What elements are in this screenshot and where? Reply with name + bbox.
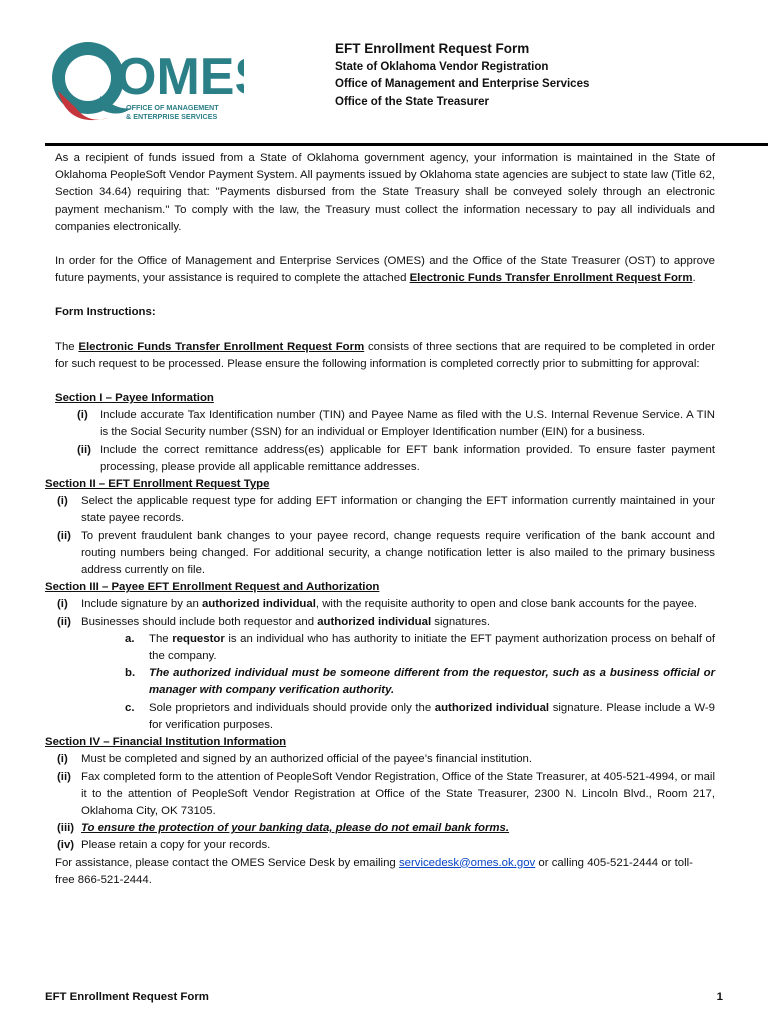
section-3-item bbox=[45, 614, 715, 631]
section-2-title: Section II – EFT Enrollment Request Type bbox=[45, 478, 270, 491]
section-3-item bbox=[45, 596, 715, 613]
intro-p2-end: . bbox=[692, 272, 696, 285]
logo-line1: OFFICE OF MANAGEMENT bbox=[126, 103, 219, 112]
section-3-subitem bbox=[125, 665, 715, 699]
instructions-pre: The bbox=[55, 340, 79, 353]
text-run: Businesses should include both requestor and bbox=[81, 615, 318, 628]
footer-title: EFT Enrollment Request Form bbox=[45, 991, 209, 1003]
item-text: To ensure the protection of your banking data, please do not email bank forms. bbox=[81, 822, 510, 835]
text-run: For assistance, please contact the OMES Service Desk by emailing bbox=[55, 856, 399, 869]
item-number: (iii) bbox=[57, 822, 75, 835]
section-4-title: Section IV – Financial Institution Information bbox=[45, 736, 287, 749]
header-line-treasurer: Office of the State Treasurer bbox=[335, 95, 490, 108]
section-2-item bbox=[45, 493, 715, 527]
header-line-vendor: State of Oklahoma Vendor Registration bbox=[335, 60, 549, 73]
text-run: The bbox=[149, 632, 173, 645]
item-text bbox=[149, 631, 715, 665]
item-number: (iv) bbox=[57, 839, 75, 852]
section-2-item bbox=[45, 528, 715, 580]
intro-p2-text: In order for the Office of Management and Enterprise Services (OMES) and the Office of the State Treasurer (OST) to approve future payments, your assistance is required to complete the attached bbox=[55, 255, 715, 285]
page-footer bbox=[45, 991, 723, 1003]
section-4-item bbox=[45, 769, 715, 821]
item-text: Select the applicable request type for adding EFT information or changing the EFT information currently maintained in your state payee records. bbox=[81, 495, 715, 525]
logo-line2: & ENTERPRISE SERVICES bbox=[126, 112, 218, 121]
document-title: EFT Enrollment Request Form bbox=[335, 41, 530, 56]
section-3-title: Section III – Payee EFT Enrollment Request and Authorization bbox=[45, 581, 380, 594]
intro-paragraph-1: As a recipient of funds issued from a State of Oklahoma government agency, your information is maintained in the State of Oklahoma PeopleSoft Vendor Payment System. All payments issued by Oklahoma state agencies are subject to state law (Title 62, Section 34.64) requiring that: "Payments disbursed from the State Treasury shall be conveyed solely through an electronic payment mechanism." To comply with the law, the Treasury must collect the information necessary to pay all individuals and companies electronically. bbox=[55, 152, 715, 233]
header-line-omes: Office of Management and Enterprise Services bbox=[335, 78, 590, 90]
instructions-post: consists of three sections that are required to be completed in order for such request to be processed. Please ensure the following information is completed correctly prior to submitting for approval: bbox=[55, 340, 715, 370]
item-number: (i) bbox=[57, 753, 68, 766]
text-run: signatures. bbox=[431, 615, 491, 628]
section-1-item bbox=[77, 407, 715, 441]
document-header bbox=[335, 40, 589, 111]
section-1-item bbox=[77, 442, 715, 476]
instructions-paragraph bbox=[55, 339, 715, 373]
text-run: signature. Please include a W-9 for verification purposes. bbox=[149, 701, 715, 731]
bold-run: authorized individual bbox=[201, 598, 316, 611]
item-letter: c. bbox=[125, 701, 135, 714]
item-number: (ii) bbox=[57, 770, 71, 783]
section-4-item bbox=[45, 837, 715, 854]
item-number: (ii) bbox=[77, 443, 91, 456]
item-text: Please retain a copy for your records. bbox=[81, 839, 271, 852]
item-text: To prevent fraudulent bank changes to your payee record, change requests require verification of the bank account and routing numbers being changed. For additional security, a change notification letter is also mailed to the primary business address currently on file. bbox=[81, 529, 715, 577]
item-text: Include accurate Tax Identification number (TIN) and Payee Name as filed with the U.S. Internal Revenue Service. A TIN is the Social Security number (SSN) for an individual or Employer Identification number (EIN) for a business. bbox=[100, 409, 715, 439]
document-body bbox=[45, 150, 715, 889]
item-number: (ii) bbox=[57, 529, 71, 542]
item-text: Fax completed form to the attention of PeopleSoft Vendor Registration, Office of the State Treasurer, at 405-521-4994, or mail it to the attention of PeopleSoft Vendor Registration at Office of the State Treasurer, 2300 N. Lincoln Blvd., Room 217, Oklahoma City, OK 73105. bbox=[81, 770, 715, 817]
section-4-item bbox=[45, 820, 715, 837]
logo-wordmark: OME bbox=[116, 48, 235, 106]
section-3-subitem bbox=[125, 631, 715, 665]
text-run: Include signature by an bbox=[81, 598, 202, 611]
item-text bbox=[149, 700, 715, 734]
service-desk-email-link[interactable]: servicedesk@omes.ok.gov bbox=[398, 856, 536, 869]
section-3-subitem bbox=[125, 700, 715, 734]
item-text: Must be completed and signed by an authorized official of the payee’s financial institution. bbox=[81, 753, 533, 766]
item-number: (i) bbox=[77, 409, 88, 422]
item-text: Include the correct remittance address(es) applicable for EFT bank information provided. To ensure faster payment processing, please provide all applicable remittance addresses. bbox=[100, 443, 715, 473]
omes-logo bbox=[48, 36, 244, 136]
item-letter: a. bbox=[125, 632, 135, 645]
item-text bbox=[81, 614, 715, 631]
text-run: Sole proprietors and individuals should provide only the bbox=[149, 701, 435, 714]
omes-logo-icon bbox=[48, 36, 244, 136]
instructions-heading: Form Instructions: bbox=[55, 306, 156, 319]
item-number: (ii) bbox=[57, 615, 71, 628]
text-run: , with the requisite authority to open and close bank accounts for the payee. bbox=[315, 598, 698, 611]
section-4-item bbox=[45, 751, 715, 768]
item-text: The authorized individual must be someone different from the requestor, such as a business official or manager with company verification authority. bbox=[149, 667, 715, 697]
item-number: (i) bbox=[57, 495, 68, 508]
item-number: (i) bbox=[57, 598, 68, 611]
bold-run: authorized individual bbox=[434, 701, 550, 714]
assistance-paragraph bbox=[55, 855, 693, 889]
intro-paragraph-2 bbox=[55, 253, 715, 287]
header-divider bbox=[45, 143, 768, 146]
eft-form-link: Electronic Funds Transfer Enrollment Request Form bbox=[409, 272, 693, 285]
section-1-title: Section I – Payee Information bbox=[55, 392, 214, 405]
text-run: or calling 405-521-2444 or toll-free 866-521-2444. bbox=[55, 856, 693, 886]
bold-run: authorized individual bbox=[317, 615, 432, 628]
item-text bbox=[81, 596, 715, 613]
page-number: 1 bbox=[716, 991, 723, 1003]
instructions-form-link: Electronic Funds Transfer Enrollment Request Form bbox=[78, 340, 365, 353]
bold-run: requestor bbox=[172, 632, 225, 645]
item-letter: b. bbox=[125, 667, 136, 680]
text-run: is an individual who has authority to initiate the EFT payment authorization process on behalf of the company. bbox=[149, 632, 715, 663]
